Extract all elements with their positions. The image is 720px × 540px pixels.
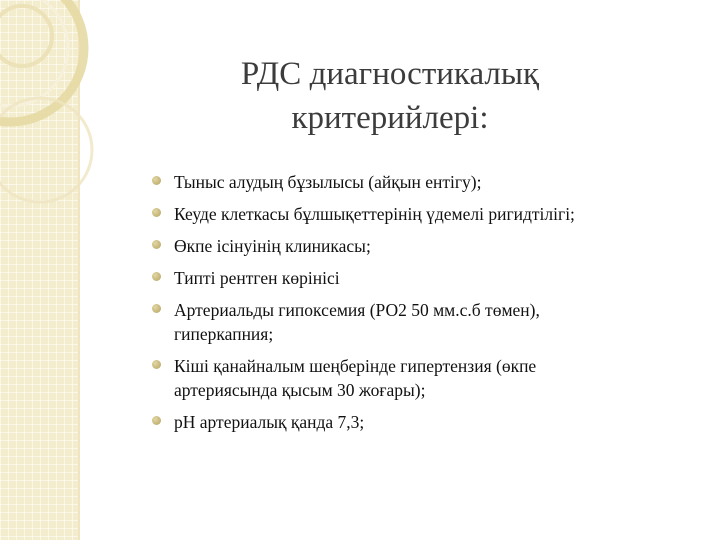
title-line-2: критерийлері: bbox=[291, 100, 489, 136]
bullet-icon bbox=[152, 240, 161, 249]
slide-title bbox=[160, 52, 620, 140]
list-item bbox=[152, 266, 592, 290]
list-item bbox=[152, 410, 592, 434]
bullet-icon bbox=[152, 360, 161, 369]
list-item-text: Тыныс алудың бұзылысы (айқын ентігу); bbox=[174, 172, 482, 192]
bullet-icon bbox=[152, 416, 161, 425]
list-item-text: рН артериалық қанда 7,3; bbox=[174, 412, 365, 432]
list-item bbox=[152, 202, 592, 226]
list-item bbox=[152, 298, 592, 346]
list-item-text: Артериальды гипоксемия (РО2 50 мм.с.б төмен), гиперкапния; bbox=[174, 300, 540, 344]
list-item-text: Кіші қанайналым шеңберінде гипертензия (өкпе артериясында қысым 30 жоғары); bbox=[174, 356, 537, 400]
list-item bbox=[152, 234, 592, 258]
title-line-1: РДС диагностикалық bbox=[240, 56, 540, 92]
list-item bbox=[152, 354, 592, 402]
bullet-icon bbox=[152, 208, 161, 217]
bullet-icon bbox=[152, 272, 161, 281]
criteria-list bbox=[152, 170, 592, 442]
ring-inner-highlight bbox=[0, 0, 68, 106]
list-item-text: Типті рентген көрінісі bbox=[174, 268, 340, 288]
list-item bbox=[152, 170, 592, 194]
list-item-text: Кеуде клеткасы бұлшықеттерінің үдемелі ригидтілігі; bbox=[174, 204, 575, 224]
ring-large bbox=[0, 0, 84, 122]
bullet-icon bbox=[152, 176, 161, 185]
ring-small bbox=[0, 6, 52, 66]
bullet-icon bbox=[152, 304, 161, 313]
list-item-text: Өкпе ісінуінің клиникасы; bbox=[174, 236, 371, 256]
